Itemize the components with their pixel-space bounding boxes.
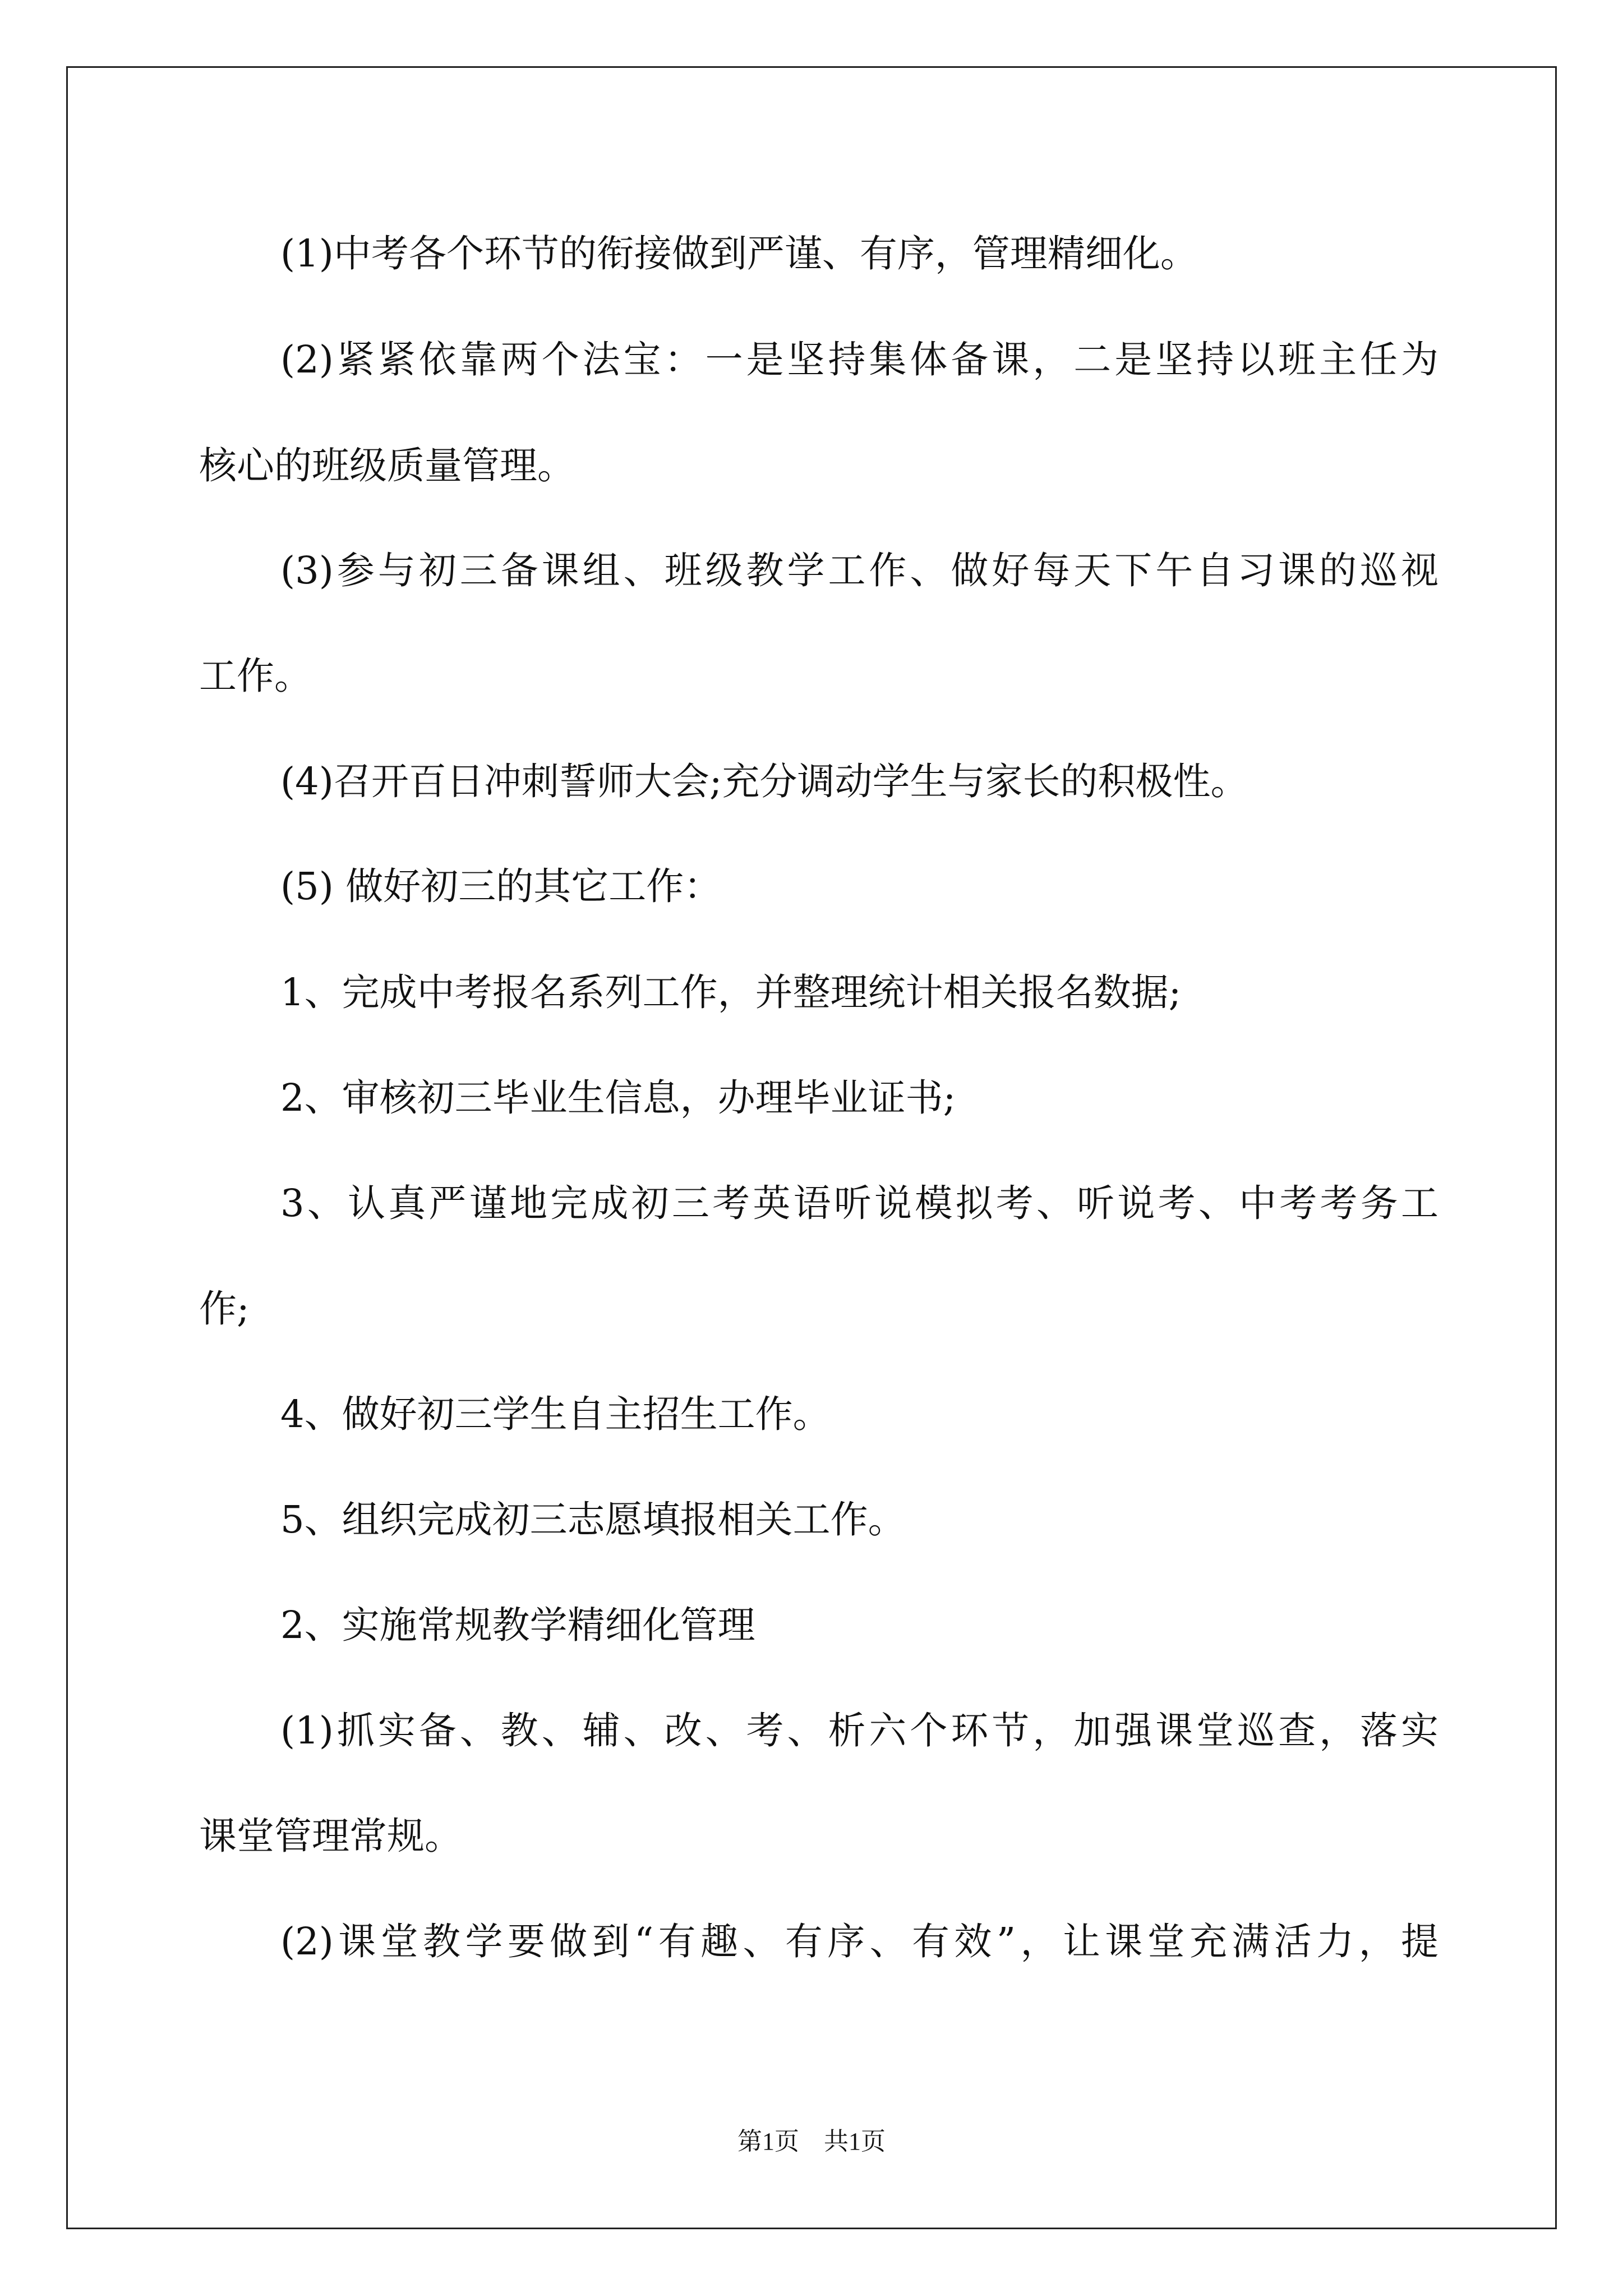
page-border <box>66 66 1557 2229</box>
paragraph-line-11: 作; <box>199 1287 250 1331</box>
paragraph-line-13: 5、组织完成初三志愿填报相关工作。 <box>280 1498 906 1542</box>
paragraph-line-9: 2、审核初三毕业生信息，办理毕业证书; <box>280 1076 956 1120</box>
paragraph-line-5: 工作。 <box>199 654 312 698</box>
paragraph-line-15: (1)抓实备、教、辅、改、考、析六个环节，加强课堂巡查，落实 <box>280 1709 1438 1752</box>
paragraph-line-7: (5) 做好初三的其它工作： <box>280 864 722 908</box>
paragraph-line-1: (1)中考各个环节的衔接做到严谨、有序，管理精细化。 <box>280 232 1198 275</box>
page-number-footer: 第1页 共1页 <box>737 2128 886 2155</box>
paragraph-line-3: 核心的班级质量管理。 <box>199 444 575 487</box>
paragraph-line-17: (2)课堂教学要做到“有趣、有序、有效”，让课堂充满活力，提 <box>280 1920 1438 1963</box>
paragraph-line-4: (3)参与初三备课组、班级教学工作、做好每天下午自习课的巡视 <box>280 549 1438 592</box>
paragraph-line-6: (4)召开百日冲刺誓师大会;充分调动学生与家长的积极性。 <box>280 760 1248 803</box>
paragraph-line-12: 4、做好初三学生自主招生工作。 <box>280 1392 831 1436</box>
paragraph-line-10: 3、认真严谨地完成初三考英语听说模拟考、听说考、中考考务工 <box>280 1181 1438 1225</box>
paragraph-line-16: 课堂管理常规。 <box>199 1814 462 1858</box>
section-heading: 2、实施常规教学精细化管理 <box>280 1603 755 1647</box>
paragraph-line-2: (2)紧紧依靠两个法宝：一是坚持集体备课，二是坚持以班主任为 <box>280 338 1438 381</box>
paragraph-line-8: 1、完成中考报名系列工作，并整理统计相关报名数据; <box>280 970 1182 1014</box>
